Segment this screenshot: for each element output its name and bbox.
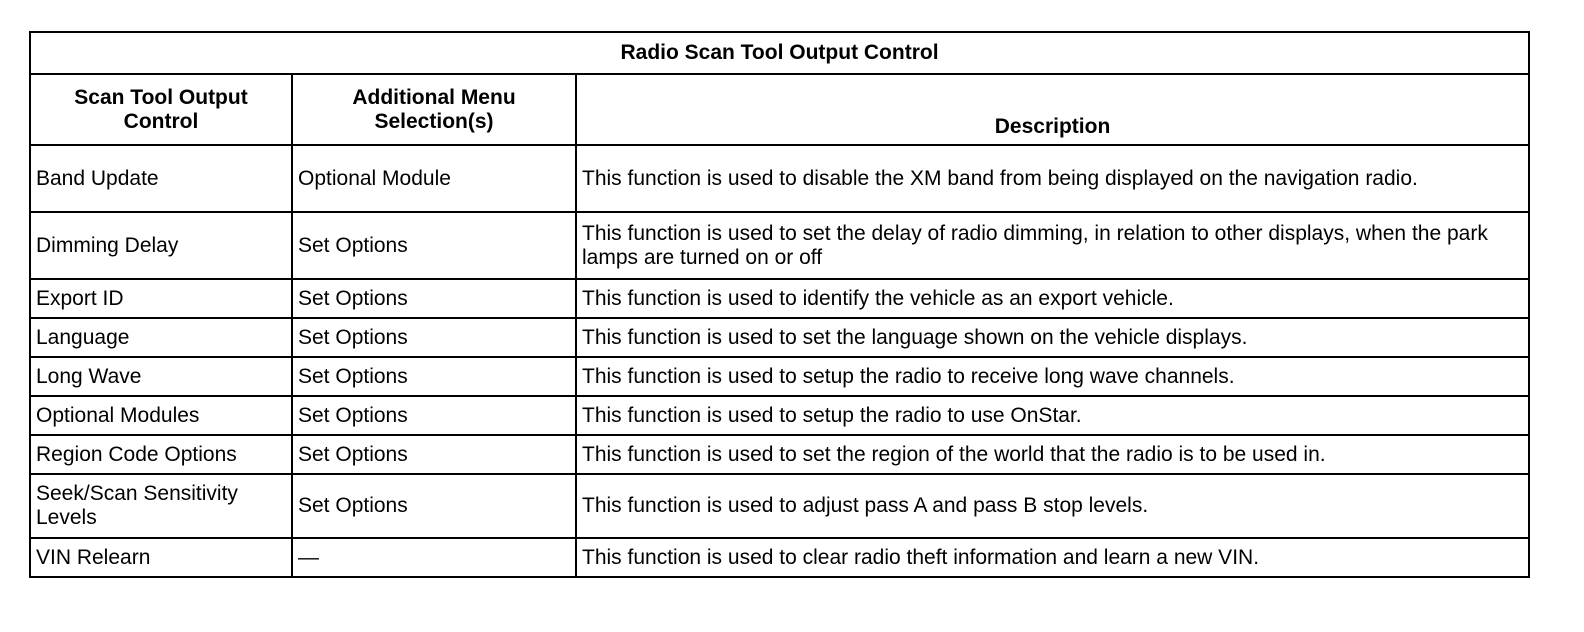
cell-menu: Set Options: [292, 279, 576, 318]
table-row: [30, 357, 1529, 396]
table-header-row: [30, 74, 1529, 145]
cell-menu: Set Options: [292, 396, 576, 435]
cell-control: Band Update: [30, 145, 292, 212]
cell-control: Dimming Delay: [30, 212, 292, 279]
cell-menu: Set Options: [292, 357, 576, 396]
header-description: Description: [576, 74, 1529, 145]
radio-scan-tool-table: [29, 31, 1530, 578]
cell-description: This function is used to setup the radio to receive long wave channels.: [576, 357, 1529, 396]
table-row: [30, 145, 1529, 212]
cell-control: Optional Modules: [30, 396, 292, 435]
cell-description: This function is used to adjust pass A and pass B stop levels.: [576, 474, 1529, 538]
cell-control: VIN Relearn: [30, 538, 292, 577]
cell-menu: Set Options: [292, 212, 576, 279]
cell-control: Long Wave: [30, 357, 292, 396]
table-title: Radio Scan Tool Output Control: [30, 32, 1529, 74]
cell-description: This function is used to identify the vehicle as an export vehicle.: [576, 279, 1529, 318]
cell-menu: Set Options: [292, 474, 576, 538]
table-row: [30, 538, 1529, 577]
table-row: [30, 279, 1529, 318]
cell-menu: Set Options: [292, 318, 576, 357]
header-output-control: Scan Tool Output Control: [30, 74, 292, 145]
cell-description: This function is used to set the delay of radio dimming, in relation to other displays, when the park lamps are turned on or off: [576, 212, 1529, 279]
cell-menu: Set Options: [292, 435, 576, 474]
cell-description: This function is used to clear radio theft information and learn a new VIN.: [576, 538, 1529, 577]
table-row: [30, 212, 1529, 279]
cell-menu: Optional Module: [292, 145, 576, 212]
cell-menu: —: [292, 538, 576, 577]
cell-control: Region Code Options: [30, 435, 292, 474]
cell-description: This function is used to setup the radio to use OnStar.: [576, 396, 1529, 435]
table-row: [30, 474, 1529, 538]
table-row: [30, 435, 1529, 474]
table-row: [30, 396, 1529, 435]
cell-control: Seek/Scan Sensitivity Levels: [30, 474, 292, 538]
cell-control: Language: [30, 318, 292, 357]
cell-description: This function is used to set the language shown on the vehicle displays.: [576, 318, 1529, 357]
cell-control: Export ID: [30, 279, 292, 318]
header-menu-selection: Additional Menu Selection(s): [292, 74, 576, 145]
table-title-row: [30, 32, 1529, 74]
table-row: [30, 318, 1529, 357]
cell-description: This function is used to disable the XM band from being displayed on the navigation radio.: [576, 145, 1529, 212]
cell-description: This function is used to set the region of the world that the radio is to be used in.: [576, 435, 1529, 474]
